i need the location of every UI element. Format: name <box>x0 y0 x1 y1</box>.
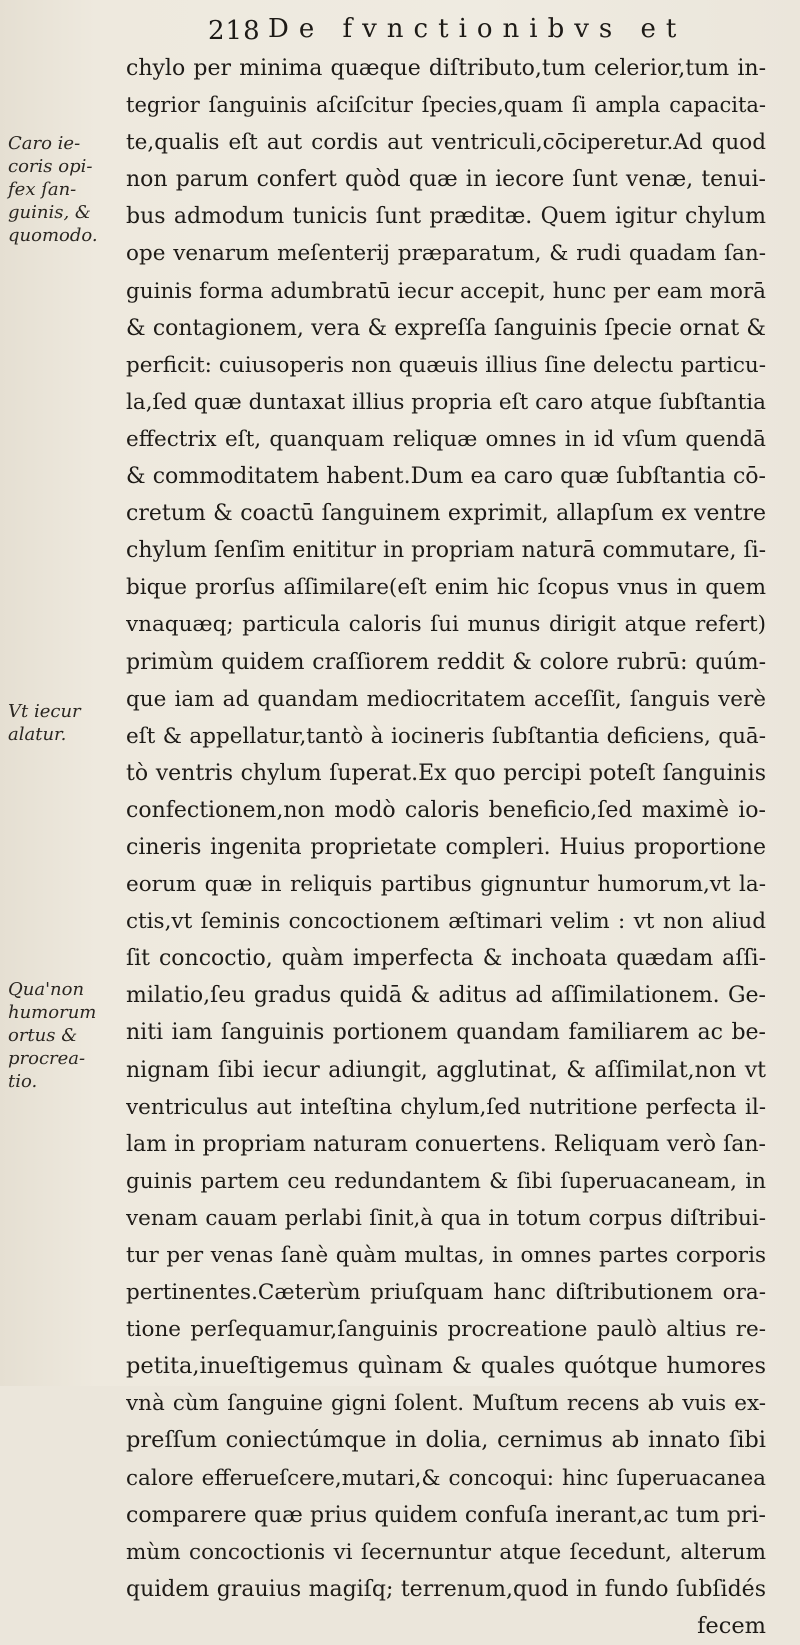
text-line: venam cauam perlabi ſinit,à qua in totum corpus diſtribui- <box>126 1205 766 1231</box>
text-line: bus admodum tunicis ſunt præditæ. Quem igitur chylum <box>126 204 766 230</box>
text-line: bique prorſus aſſimilare(eſt enim hic ſcopus vnus in quem <box>126 575 766 601</box>
margin-note-line: Qua'non <box>8 979 85 1000</box>
text-line: cineris ingenita proprietate compleri. Huius proportione <box>126 834 766 860</box>
text-line: ope venarum meſenterij præparatum, & rudi quadam ſan- <box>126 241 766 267</box>
text-line: comparere quæ prius quidem confuſa inerant,ac tum pri- <box>126 1502 766 1528</box>
text-line: eorum quæ in reliquis partibus gignuntur humorum,vt la- <box>126 872 766 898</box>
margin-note-line: humorum <box>8 1002 97 1023</box>
text-line: non parum confert quòd quæ in iecore ſunt venæ, tenui- <box>126 167 766 193</box>
margin-note-line: ortus & <box>8 1025 78 1046</box>
body-text <box>126 50 766 1645</box>
margin-note-line: Vt iecur <box>8 701 81 722</box>
page-number: 218 <box>208 16 261 46</box>
text-line: mùm concoctionis vi ſecernuntur atque ſecedunt, alterum <box>126 1539 766 1565</box>
margin-note-line: guinis, & <box>8 202 91 223</box>
text-line: que iam ad quandam mediocritatem acceſſit, ſanguis verè <box>126 686 766 712</box>
margin-note-caro-iecoris <box>8 132 120 247</box>
text-line: tione perſequamur,ſanguinis procreatione paulò altius re- <box>126 1317 766 1343</box>
text-line: preſſum coniectúmque in dolia, cernimus ab innato ſibi <box>126 1427 766 1454</box>
text-line: te,qualis eſt aut cordis aut ventriculi,cōciperetur.Ad quod <box>126 130 766 156</box>
text-line: tegrior ſanguinis aſciſcitur ſpecies,quam ſi ampla capacita- <box>126 93 766 118</box>
text-line: chylo per minima quæque diſtributo,tum celerior,tum in- <box>126 56 766 81</box>
margin-note-humorum-ortus <box>8 978 120 1093</box>
text-line: la,ſed quæ duntaxat illius propria eſt caro atque ſubſtantia <box>126 389 766 415</box>
text-line: pertinentes.Cæterùm priuſquam hanc diſtributionem ora- <box>126 1280 766 1306</box>
text-line: calore efferueſcere,mutari,& concoqui: hinc ſuperuacanea <box>126 1465 766 1491</box>
text-line: quidem grauius magiſq; terrenum,quod in fundo ſubſidés <box>126 1576 766 1602</box>
text-line: guinis partem ceu redundantem & ſibi ſuperuacaneam, in <box>126 1168 766 1194</box>
margin-note-vt-iecur <box>8 700 120 746</box>
text-line: petita,inueſtigemus quìnam & quales quótque humores <box>126 1353 766 1380</box>
text-line: ctis,vt ſeminis concoctionem æſtimari velim : vt non aliud <box>126 909 766 935</box>
text-line: confectionem,non modò caloris beneficio,ſed maximè io- <box>126 797 766 823</box>
running-title: De fvnctionibvs et <box>268 14 687 44</box>
text-line: fecem <box>697 1612 766 1639</box>
text-line: primùm quidem craſſiorem reddit & colore rubrū: quúm- <box>126 649 766 675</box>
text-line: guinis forma adumbratū iecur accepit, hunc per eam morā <box>126 278 766 304</box>
text-line: vnà cùm ſanguine gigni ſolent. Muſtum recens ab vuis ex- <box>126 1391 766 1417</box>
text-line: chylum ſenſim enititur in propriam naturā commutare, ſi- <box>126 538 766 564</box>
text-line: tur per venas ſanè quàm multas, in omnes partes corporis <box>126 1243 766 1268</box>
text-line: cretum & coactū ſanguinem exprimit, allapſum ex ventre <box>126 501 766 527</box>
margin-note-line: alatur. <box>8 724 67 745</box>
text-line: lam in propriam naturam conuertens. Reliquam verò ſan- <box>126 1131 766 1157</box>
margin-note-line: tio. <box>8 1071 38 1092</box>
text-line: tò ventris chylum ſuperat.Ex quo percipi poteſt ſanguinis <box>126 760 766 786</box>
margin-note-line: procrea- <box>8 1048 86 1069</box>
text-line: & commoditatem habent.Dum ea caro quæ ſubſtantia cō- <box>126 464 766 490</box>
text-line: perficit: cuiusoperis non quæuis illius ſine delectu particu- <box>126 352 766 378</box>
margin-note-line: coris opi- <box>8 156 93 177</box>
text-line: nignam ſibi iecur adiungit, agglutinat, & aſſimilat,non vt <box>126 1057 766 1083</box>
margin-note-line: fex ſan- <box>8 179 77 200</box>
text-line: vnaquæq; particula caloris ſui munus dirigit atque refert) <box>126 612 766 638</box>
text-line: effectrix eſt, quanquam reliquæ omnes in id vſum quendā <box>126 426 766 452</box>
page-header <box>0 6 800 48</box>
margin-note-line: Caro ie- <box>8 133 81 154</box>
text-line: & contagionem, vera & expreſſa ſanguinis ſpecie ornat & <box>126 315 766 341</box>
text-line: niti iam ſanguinis portionem quandam familiarem ac be- <box>126 1020 766 1046</box>
text-line: ſit concoctio, quàm imperfecta & inchoata quædam aſſi- <box>126 946 766 972</box>
margin-note-line: quomodo. <box>8 225 98 246</box>
text-line: eſt & appellatur,tantò à iocineris ſubſtantia deficiens, quā- <box>126 723 766 749</box>
text-line: milatio,ſeu gradus quidā & aditus ad aſſimilationem. Ge- <box>126 983 766 1009</box>
text-line: ventriculus aut inteſtina chylum,ſed nutritione perfecta il- <box>126 1094 766 1120</box>
